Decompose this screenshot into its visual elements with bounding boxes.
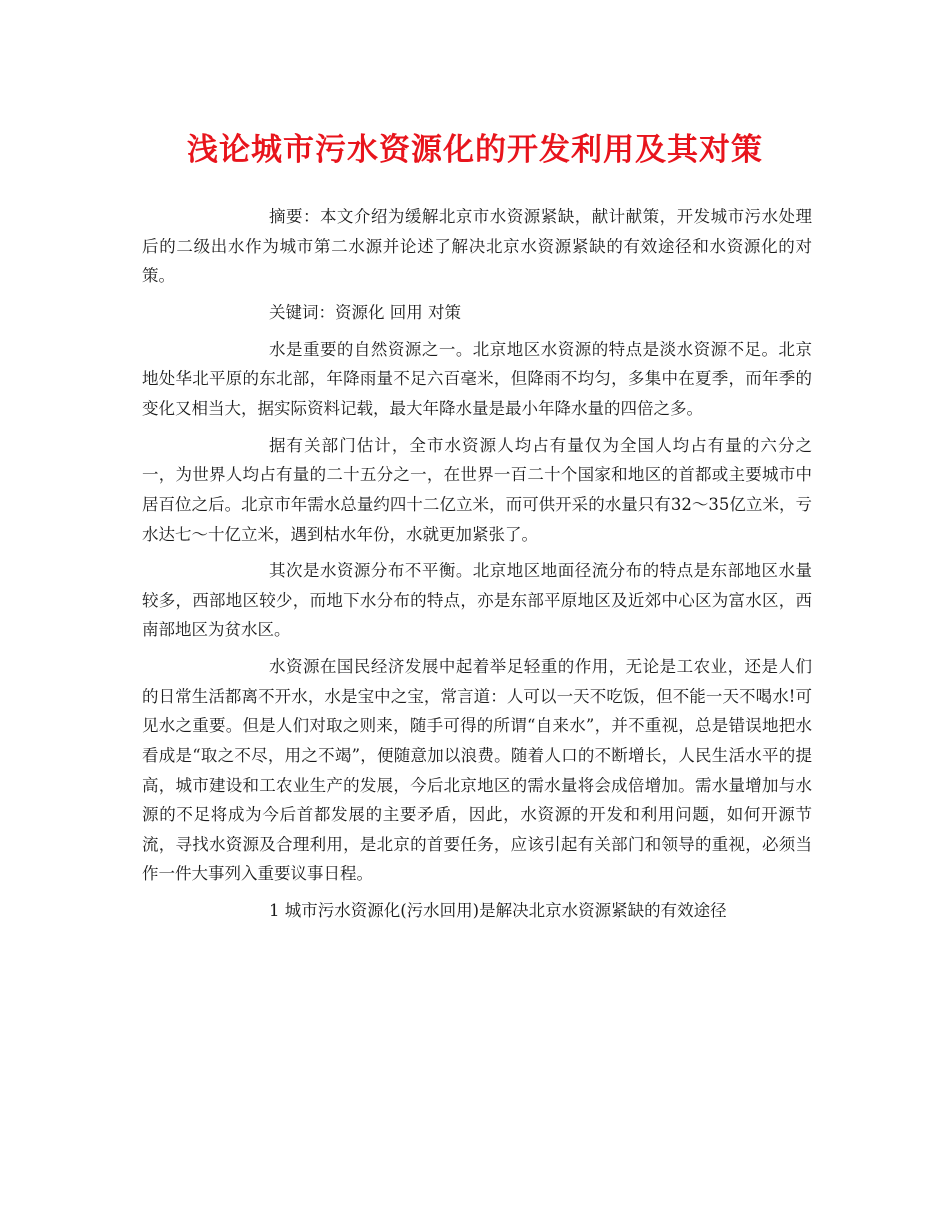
document-body <box>142 202 812 933</box>
abstract-paragraph: 摘要：本文介绍为缓解北京市水资源紧缺，献计献策，开发城市污水处理后的二级出水作为城市第二水源并论述了解决北京水资源紧缺的有效途径和水资源化的对策。 <box>142 207 812 286</box>
body-paragraph: 其次是水资源分布不平衡。北京地区地面径流分布的特点是东部地区水量较多，西部地区较少，而地下水分布的特点，亦是东部平原地区及近郊中心区为富水区，西南部地区为贫水区。 <box>142 561 812 640</box>
body-paragraph: 据有关部门估计，全市水资源人均占有量仅为全国人均占有量的六分之一，为世界人均占有量的二十五分之一，在世界一百二十个国家和地区的首都或主要城市中居百位之后。北京市年需水总量约四十二亿立米，而可供开采的水量只有32～35亿立米，亏水达七～十亿立米，遇到枯水年份，水就更加紧张了。 <box>142 435 812 544</box>
body-paragraph: 水是重要的自然资源之一。北京地区水资源的特点是淡水资源不足。北京地处华北平原的东北部，年降雨量不足六百毫米，但降雨不均匀，多集中在夏季，而年季的变化又相当大，据实际资料记载，最大年降水量是最小年降水量的四倍之多。 <box>142 339 812 418</box>
body-paragraph: 水资源在国民经济发展中起着举足轻重的作用，无论是工农业，还是人们的日常生活都离不开水，水是宝中之宝，常言道：人可以一天不吃饭，但不能一天不喝水!可见水之重要。但是人们对取之则来，随手可得的所谓“自来水”，并不重视，总是错误地把水看成是“取之不尽，用之不竭”，便随意加以浪费。随着人口的不断增长，人民生活水平的提高，城市建设和工农业生产的发展，今后北京地区的需水量将会成倍增加。需水量增加与水源的不足将成为今后首都发展的主要矛盾，因此，水资源的开发和利用问题，如何开源节流，寻找水资源及合理利用，是北京的首要任务，应该引起有关部门和领导的重视，必须当作一件大事列入重要议事日程。 <box>142 657 812 884</box>
section-heading: 1 城市污水资源化(污水回用)是解决北京水资源紧缺的有效途径 <box>269 901 727 921</box>
keywords-paragraph: 关键词：资源化 回用 对策 <box>269 302 461 322</box>
document-title: 浅论城市污水资源化的开发利用及其对策 <box>187 132 763 168</box>
